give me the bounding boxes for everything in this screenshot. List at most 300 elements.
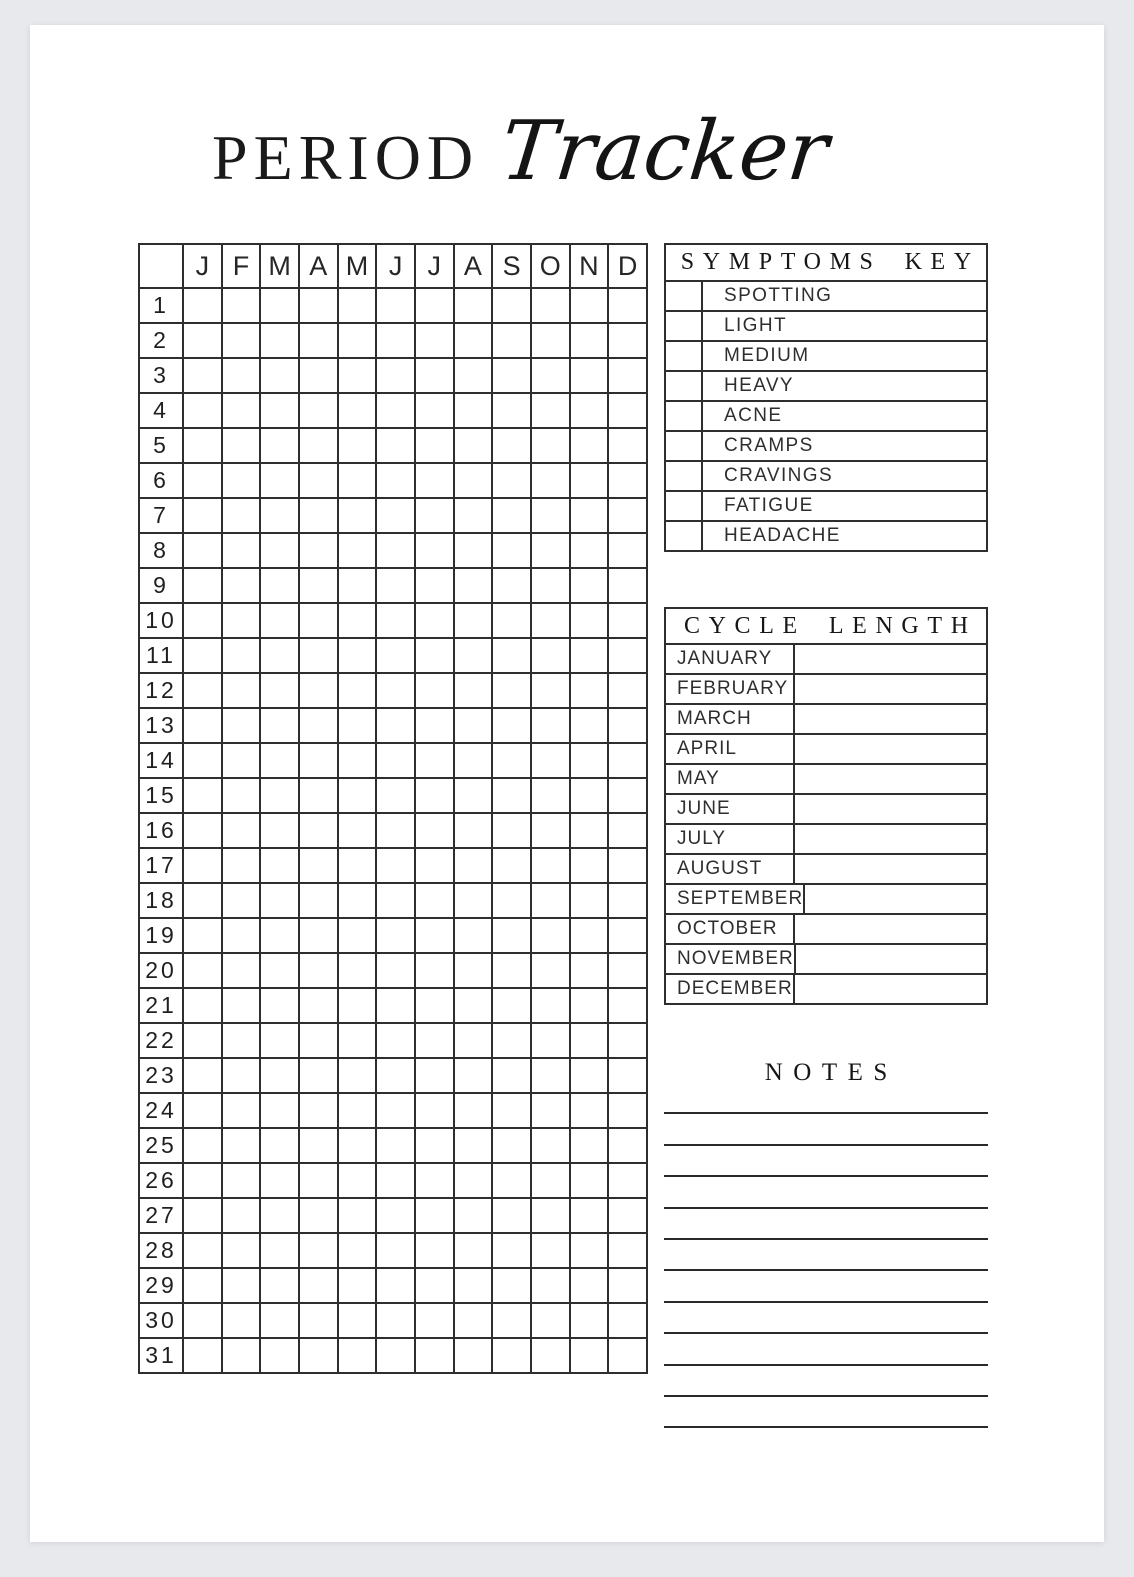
grid-mark-cell[interactable]: [338, 638, 377, 673]
grid-mark-cell[interactable]: [183, 1023, 222, 1058]
grid-mark-cell[interactable]: [260, 883, 299, 918]
grid-mark-cell[interactable]: [415, 1303, 454, 1338]
grid-mark-cell[interactable]: [260, 1303, 299, 1338]
grid-mark-cell[interactable]: [531, 1268, 570, 1303]
grid-mark-cell[interactable]: [608, 988, 647, 1023]
grid-mark-cell[interactable]: [376, 1233, 415, 1268]
grid-mark-cell[interactable]: [338, 988, 377, 1023]
grid-mark-cell[interactable]: [260, 1268, 299, 1303]
grid-mark-cell[interactable]: [415, 1338, 454, 1373]
grid-mark-cell[interactable]: [376, 813, 415, 848]
grid-mark-cell[interactable]: [183, 393, 222, 428]
grid-mark-cell[interactable]: [454, 743, 493, 778]
grid-mark-cell[interactable]: [415, 918, 454, 953]
grid-mark-cell[interactable]: [492, 743, 531, 778]
grid-mark-cell[interactable]: [376, 463, 415, 498]
grid-mark-cell[interactable]: [222, 288, 261, 323]
grid-mark-cell[interactable]: [492, 1093, 531, 1128]
grid-mark-cell[interactable]: [338, 428, 377, 463]
grid-mark-cell[interactable]: [608, 533, 647, 568]
grid-mark-cell[interactable]: [492, 288, 531, 323]
cycle-value-cell[interactable]: [795, 705, 986, 733]
grid-mark-cell[interactable]: [454, 883, 493, 918]
grid-mark-cell[interactable]: [492, 1058, 531, 1093]
grid-mark-cell[interactable]: [570, 463, 609, 498]
grid-mark-cell[interactable]: [222, 463, 261, 498]
grid-mark-cell[interactable]: [531, 1198, 570, 1233]
grid-mark-cell[interactable]: [376, 533, 415, 568]
grid-mark-cell[interactable]: [608, 638, 647, 673]
grid-mark-cell[interactable]: [608, 1233, 647, 1268]
grid-mark-cell[interactable]: [570, 1233, 609, 1268]
grid-mark-cell[interactable]: [608, 463, 647, 498]
grid-mark-cell[interactable]: [183, 288, 222, 323]
grid-mark-cell[interactable]: [376, 428, 415, 463]
grid-mark-cell[interactable]: [570, 1023, 609, 1058]
grid-mark-cell[interactable]: [608, 848, 647, 883]
grid-mark-cell[interactable]: [608, 288, 647, 323]
grid-mark-cell[interactable]: [338, 673, 377, 708]
grid-mark-cell[interactable]: [415, 708, 454, 743]
grid-mark-cell[interactable]: [492, 708, 531, 743]
grid-mark-cell[interactable]: [531, 708, 570, 743]
grid-mark-cell[interactable]: [183, 1058, 222, 1093]
grid-mark-cell[interactable]: [608, 1023, 647, 1058]
grid-mark-cell[interactable]: [338, 1163, 377, 1198]
grid-mark-cell[interactable]: [531, 358, 570, 393]
grid-mark-cell[interactable]: [454, 288, 493, 323]
symptom-color-checkbox[interactable]: [666, 462, 703, 490]
grid-mark-cell[interactable]: [454, 498, 493, 533]
grid-mark-cell[interactable]: [608, 603, 647, 638]
grid-mark-cell[interactable]: [531, 603, 570, 638]
grid-mark-cell[interactable]: [260, 463, 299, 498]
grid-mark-cell[interactable]: [222, 1163, 261, 1198]
grid-mark-cell[interactable]: [299, 1268, 338, 1303]
symptom-color-checkbox[interactable]: [666, 342, 703, 370]
notes-line[interactable]: [664, 1269, 988, 1271]
grid-mark-cell[interactable]: [260, 1163, 299, 1198]
grid-mark-cell[interactable]: [222, 1058, 261, 1093]
grid-mark-cell[interactable]: [608, 1303, 647, 1338]
grid-mark-cell[interactable]: [222, 1338, 261, 1373]
grid-mark-cell[interactable]: [376, 603, 415, 638]
grid-mark-cell[interactable]: [570, 778, 609, 813]
notes-line[interactable]: [664, 1207, 988, 1209]
grid-mark-cell[interactable]: [570, 288, 609, 323]
cycle-value-cell[interactable]: [795, 825, 986, 853]
grid-mark-cell[interactable]: [570, 848, 609, 883]
grid-mark-cell[interactable]: [531, 813, 570, 848]
grid-mark-cell[interactable]: [222, 883, 261, 918]
grid-mark-cell[interactable]: [415, 463, 454, 498]
grid-mark-cell[interactable]: [570, 743, 609, 778]
grid-mark-cell[interactable]: [415, 358, 454, 393]
grid-mark-cell[interactable]: [454, 603, 493, 638]
grid-mark-cell[interactable]: [454, 1338, 493, 1373]
grid-mark-cell[interactable]: [260, 1023, 299, 1058]
grid-mark-cell[interactable]: [608, 883, 647, 918]
symptom-color-checkbox[interactable]: [666, 312, 703, 340]
grid-mark-cell[interactable]: [183, 428, 222, 463]
grid-mark-cell[interactable]: [376, 323, 415, 358]
grid-mark-cell[interactable]: [338, 743, 377, 778]
grid-mark-cell[interactable]: [531, 498, 570, 533]
grid-mark-cell[interactable]: [608, 568, 647, 603]
grid-mark-cell[interactable]: [299, 1163, 338, 1198]
grid-mark-cell[interactable]: [492, 1128, 531, 1163]
grid-mark-cell[interactable]: [415, 673, 454, 708]
grid-mark-cell[interactable]: [338, 1338, 377, 1373]
grid-mark-cell[interactable]: [454, 533, 493, 568]
grid-mark-cell[interactable]: [531, 778, 570, 813]
notes-line[interactable]: [664, 1395, 988, 1397]
grid-mark-cell[interactable]: [376, 848, 415, 883]
grid-mark-cell[interactable]: [415, 1268, 454, 1303]
grid-mark-cell[interactable]: [338, 1198, 377, 1233]
grid-mark-cell[interactable]: [376, 673, 415, 708]
cycle-value-cell[interactable]: [795, 735, 986, 763]
symptom-color-checkbox[interactable]: [666, 402, 703, 430]
grid-mark-cell[interactable]: [338, 568, 377, 603]
grid-mark-cell[interactable]: [608, 1163, 647, 1198]
grid-mark-cell[interactable]: [183, 1233, 222, 1268]
grid-mark-cell[interactable]: [454, 1023, 493, 1058]
grid-mark-cell[interactable]: [608, 1058, 647, 1093]
grid-mark-cell[interactable]: [415, 428, 454, 463]
grid-mark-cell[interactable]: [260, 708, 299, 743]
grid-mark-cell[interactable]: [570, 603, 609, 638]
grid-mark-cell[interactable]: [454, 568, 493, 603]
grid-mark-cell[interactable]: [376, 288, 415, 323]
grid-mark-cell[interactable]: [531, 918, 570, 953]
grid-mark-cell[interactable]: [183, 813, 222, 848]
grid-mark-cell[interactable]: [338, 498, 377, 533]
grid-mark-cell[interactable]: [338, 1128, 377, 1163]
symptom-color-checkbox[interactable]: [666, 432, 703, 460]
grid-mark-cell[interactable]: [454, 1093, 493, 1128]
notes-line[interactable]: [664, 1301, 988, 1303]
grid-mark-cell[interactable]: [454, 988, 493, 1023]
grid-mark-cell[interactable]: [260, 953, 299, 988]
grid-mark-cell[interactable]: [570, 393, 609, 428]
grid-mark-cell[interactable]: [570, 1198, 609, 1233]
grid-mark-cell[interactable]: [454, 358, 493, 393]
grid-mark-cell[interactable]: [570, 883, 609, 918]
grid-mark-cell[interactable]: [608, 358, 647, 393]
grid-mark-cell[interactable]: [454, 1198, 493, 1233]
grid-mark-cell[interactable]: [608, 1268, 647, 1303]
grid-mark-cell[interactable]: [570, 498, 609, 533]
grid-mark-cell[interactable]: [183, 1338, 222, 1373]
grid-mark-cell[interactable]: [299, 918, 338, 953]
grid-mark-cell[interactable]: [222, 603, 261, 638]
grid-mark-cell[interactable]: [299, 778, 338, 813]
grid-mark-cell[interactable]: [376, 568, 415, 603]
grid-mark-cell[interactable]: [531, 1058, 570, 1093]
grid-mark-cell[interactable]: [183, 463, 222, 498]
grid-mark-cell[interactable]: [570, 1268, 609, 1303]
grid-mark-cell[interactable]: [260, 288, 299, 323]
grid-mark-cell[interactable]: [338, 533, 377, 568]
grid-mark-cell[interactable]: [183, 498, 222, 533]
grid-mark-cell[interactable]: [608, 1093, 647, 1128]
grid-mark-cell[interactable]: [570, 1163, 609, 1198]
grid-mark-cell[interactable]: [260, 1198, 299, 1233]
grid-mark-cell[interactable]: [531, 743, 570, 778]
grid-mark-cell[interactable]: [492, 813, 531, 848]
grid-mark-cell[interactable]: [454, 1058, 493, 1093]
grid-mark-cell[interactable]: [492, 533, 531, 568]
grid-mark-cell[interactable]: [415, 498, 454, 533]
grid-mark-cell[interactable]: [570, 323, 609, 358]
grid-mark-cell[interactable]: [299, 848, 338, 883]
grid-mark-cell[interactable]: [183, 1128, 222, 1163]
grid-mark-cell[interactable]: [183, 603, 222, 638]
grid-mark-cell[interactable]: [222, 813, 261, 848]
grid-mark-cell[interactable]: [492, 1268, 531, 1303]
grid-mark-cell[interactable]: [299, 1093, 338, 1128]
grid-mark-cell[interactable]: [299, 883, 338, 918]
grid-mark-cell[interactable]: [338, 323, 377, 358]
cycle-value-cell[interactable]: [795, 855, 986, 883]
grid-mark-cell[interactable]: [415, 1023, 454, 1058]
symptom-color-checkbox[interactable]: [666, 522, 703, 550]
grid-mark-cell[interactable]: [260, 1128, 299, 1163]
grid-mark-cell[interactable]: [222, 673, 261, 708]
grid-mark-cell[interactable]: [454, 638, 493, 673]
grid-mark-cell[interactable]: [570, 533, 609, 568]
grid-mark-cell[interactable]: [531, 1338, 570, 1373]
grid-mark-cell[interactable]: [454, 1128, 493, 1163]
grid-mark-cell[interactable]: [415, 323, 454, 358]
grid-mark-cell[interactable]: [376, 638, 415, 673]
grid-mark-cell[interactable]: [454, 848, 493, 883]
notes-line[interactable]: [664, 1238, 988, 1240]
grid-mark-cell[interactable]: [338, 393, 377, 428]
grid-mark-cell[interactable]: [492, 1198, 531, 1233]
grid-mark-cell[interactable]: [260, 813, 299, 848]
grid-mark-cell[interactable]: [608, 918, 647, 953]
grid-mark-cell[interactable]: [183, 1303, 222, 1338]
grid-mark-cell[interactable]: [376, 1023, 415, 1058]
grid-mark-cell[interactable]: [222, 1198, 261, 1233]
grid-mark-cell[interactable]: [338, 288, 377, 323]
grid-mark-cell[interactable]: [260, 393, 299, 428]
grid-mark-cell[interactable]: [454, 953, 493, 988]
grid-mark-cell[interactable]: [531, 1303, 570, 1338]
grid-mark-cell[interactable]: [376, 1268, 415, 1303]
grid-mark-cell[interactable]: [338, 1233, 377, 1268]
grid-mark-cell[interactable]: [531, 428, 570, 463]
grid-mark-cell[interactable]: [531, 393, 570, 428]
grid-mark-cell[interactable]: [415, 533, 454, 568]
grid-mark-cell[interactable]: [183, 638, 222, 673]
symptom-color-checkbox[interactable]: [666, 372, 703, 400]
grid-mark-cell[interactable]: [299, 953, 338, 988]
grid-mark-cell[interactable]: [299, 463, 338, 498]
grid-mark-cell[interactable]: [260, 673, 299, 708]
grid-mark-cell[interactable]: [299, 358, 338, 393]
grid-mark-cell[interactable]: [338, 1093, 377, 1128]
symptom-color-checkbox[interactable]: [666, 492, 703, 520]
grid-mark-cell[interactable]: [570, 673, 609, 708]
grid-mark-cell[interactable]: [376, 988, 415, 1023]
grid-mark-cell[interactable]: [260, 1093, 299, 1128]
grid-mark-cell[interactable]: [531, 533, 570, 568]
cycle-value-cell[interactable]: [805, 885, 986, 913]
grid-mark-cell[interactable]: [222, 1303, 261, 1338]
grid-mark-cell[interactable]: [299, 1198, 338, 1233]
grid-mark-cell[interactable]: [299, 498, 338, 533]
cycle-value-cell[interactable]: [795, 975, 986, 1003]
grid-mark-cell[interactable]: [608, 673, 647, 708]
grid-mark-cell[interactable]: [376, 1163, 415, 1198]
grid-mark-cell[interactable]: [415, 778, 454, 813]
grid-mark-cell[interactable]: [183, 323, 222, 358]
grid-mark-cell[interactable]: [570, 1058, 609, 1093]
grid-mark-cell[interactable]: [492, 463, 531, 498]
grid-mark-cell[interactable]: [260, 1233, 299, 1268]
grid-mark-cell[interactable]: [570, 813, 609, 848]
grid-mark-cell[interactable]: [492, 393, 531, 428]
grid-mark-cell[interactable]: [608, 1198, 647, 1233]
grid-mark-cell[interactable]: [608, 813, 647, 848]
grid-mark-cell[interactable]: [183, 533, 222, 568]
grid-mark-cell[interactable]: [338, 1268, 377, 1303]
grid-mark-cell[interactable]: [415, 848, 454, 883]
grid-mark-cell[interactable]: [531, 1163, 570, 1198]
grid-mark-cell[interactable]: [260, 428, 299, 463]
grid-mark-cell[interactable]: [415, 1128, 454, 1163]
grid-mark-cell[interactable]: [299, 603, 338, 638]
grid-mark-cell[interactable]: [299, 1303, 338, 1338]
grid-mark-cell[interactable]: [531, 953, 570, 988]
grid-mark-cell[interactable]: [531, 568, 570, 603]
grid-mark-cell[interactable]: [608, 498, 647, 533]
grid-mark-cell[interactable]: [492, 953, 531, 988]
grid-mark-cell[interactable]: [222, 953, 261, 988]
grid-mark-cell[interactable]: [260, 848, 299, 883]
grid-mark-cell[interactable]: [260, 1338, 299, 1373]
grid-mark-cell[interactable]: [183, 1163, 222, 1198]
grid-mark-cell[interactable]: [608, 323, 647, 358]
grid-mark-cell[interactable]: [260, 918, 299, 953]
grid-mark-cell[interactable]: [492, 358, 531, 393]
grid-mark-cell[interactable]: [338, 603, 377, 638]
grid-mark-cell[interactable]: [222, 323, 261, 358]
grid-mark-cell[interactable]: [299, 1338, 338, 1373]
grid-mark-cell[interactable]: [570, 918, 609, 953]
grid-mark-cell[interactable]: [183, 568, 222, 603]
notes-line[interactable]: [664, 1364, 988, 1366]
grid-mark-cell[interactable]: [492, 883, 531, 918]
grid-mark-cell[interactable]: [376, 1303, 415, 1338]
grid-mark-cell[interactable]: [299, 1233, 338, 1268]
grid-mark-cell[interactable]: [531, 288, 570, 323]
grid-mark-cell[interactable]: [338, 1023, 377, 1058]
grid-mark-cell[interactable]: [222, 988, 261, 1023]
notes-line[interactable]: [664, 1112, 988, 1114]
grid-mark-cell[interactable]: [222, 918, 261, 953]
grid-mark-cell[interactable]: [415, 1233, 454, 1268]
grid-mark-cell[interactable]: [570, 1128, 609, 1163]
grid-mark-cell[interactable]: [338, 953, 377, 988]
grid-mark-cell[interactable]: [222, 778, 261, 813]
grid-mark-cell[interactable]: [608, 708, 647, 743]
grid-mark-cell[interactable]: [338, 463, 377, 498]
grid-mark-cell[interactable]: [492, 673, 531, 708]
grid-mark-cell[interactable]: [415, 953, 454, 988]
grid-mark-cell[interactable]: [222, 533, 261, 568]
grid-mark-cell[interactable]: [415, 568, 454, 603]
grid-mark-cell[interactable]: [531, 673, 570, 708]
grid-mark-cell[interactable]: [531, 1233, 570, 1268]
grid-mark-cell[interactable]: [183, 778, 222, 813]
grid-mark-cell[interactable]: [338, 813, 377, 848]
grid-mark-cell[interactable]: [222, 498, 261, 533]
grid-mark-cell[interactable]: [415, 288, 454, 323]
grid-mark-cell[interactable]: [299, 743, 338, 778]
grid-mark-cell[interactable]: [454, 1163, 493, 1198]
grid-mark-cell[interactable]: [299, 533, 338, 568]
grid-mark-cell[interactable]: [376, 778, 415, 813]
grid-mark-cell[interactable]: [376, 743, 415, 778]
grid-mark-cell[interactable]: [338, 848, 377, 883]
grid-mark-cell[interactable]: [376, 918, 415, 953]
grid-mark-cell[interactable]: [260, 638, 299, 673]
grid-mark-cell[interactable]: [222, 743, 261, 778]
grid-mark-cell[interactable]: [183, 1198, 222, 1233]
symptom-color-checkbox[interactable]: [666, 282, 703, 310]
grid-mark-cell[interactable]: [415, 988, 454, 1023]
grid-mark-cell[interactable]: [183, 988, 222, 1023]
grid-mark-cell[interactable]: [570, 428, 609, 463]
grid-mark-cell[interactable]: [299, 673, 338, 708]
grid-mark-cell[interactable]: [608, 393, 647, 428]
grid-mark-cell[interactable]: [531, 463, 570, 498]
grid-mark-cell[interactable]: [492, 918, 531, 953]
grid-mark-cell[interactable]: [492, 1233, 531, 1268]
grid-mark-cell[interactable]: [183, 918, 222, 953]
grid-mark-cell[interactable]: [183, 1268, 222, 1303]
grid-mark-cell[interactable]: [260, 498, 299, 533]
grid-mark-cell[interactable]: [299, 323, 338, 358]
grid-mark-cell[interactable]: [299, 708, 338, 743]
grid-mark-cell[interactable]: [260, 988, 299, 1023]
grid-mark-cell[interactable]: [415, 1163, 454, 1198]
grid-mark-cell[interactable]: [454, 428, 493, 463]
grid-mark-cell[interactable]: [222, 568, 261, 603]
grid-mark-cell[interactable]: [608, 743, 647, 778]
grid-mark-cell[interactable]: [338, 1058, 377, 1093]
grid-mark-cell[interactable]: [608, 428, 647, 463]
notes-line[interactable]: [664, 1175, 988, 1177]
grid-mark-cell[interactable]: [376, 1198, 415, 1233]
grid-mark-cell[interactable]: [415, 813, 454, 848]
grid-mark-cell[interactable]: [338, 358, 377, 393]
grid-mark-cell[interactable]: [183, 1093, 222, 1128]
grid-mark-cell[interactable]: [183, 953, 222, 988]
grid-mark-cell[interactable]: [570, 638, 609, 673]
grid-mark-cell[interactable]: [454, 323, 493, 358]
grid-mark-cell[interactable]: [376, 1058, 415, 1093]
cycle-value-cell[interactable]: [795, 645, 986, 673]
cycle-value-cell[interactable]: [795, 795, 986, 823]
grid-mark-cell[interactable]: [183, 708, 222, 743]
grid-mark-cell[interactable]: [531, 638, 570, 673]
notes-line[interactable]: [664, 1144, 988, 1146]
